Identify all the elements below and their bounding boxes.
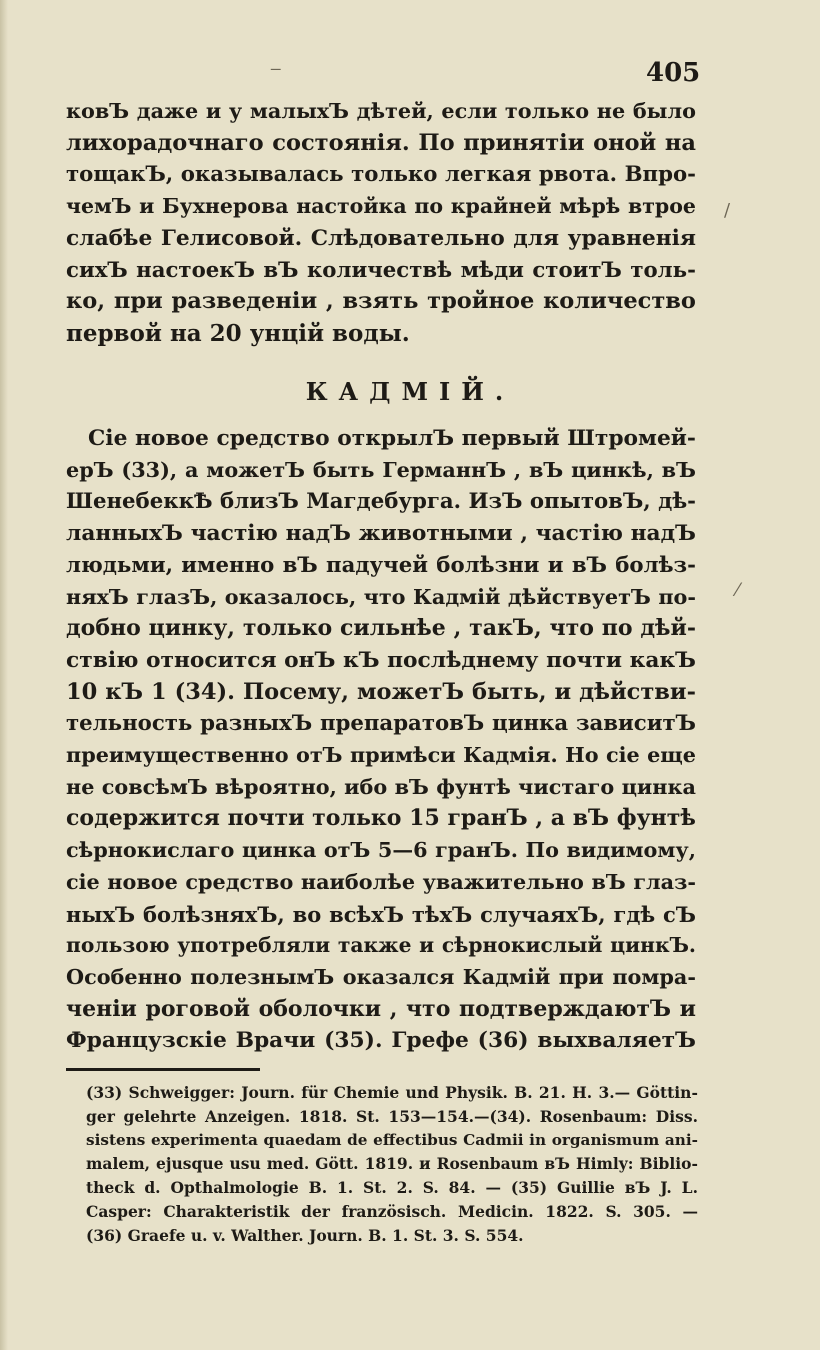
text-line: ко, при разведеніи , взять тройное количество — [66, 288, 696, 315]
margin-mark: ‒ — [270, 58, 282, 79]
text-line: чемЪ и Бухнерова настойка по крайней мѣрѣ втрое — [66, 194, 696, 219]
section-paragraph — [66, 423, 696, 1057]
footnote-rule — [66, 1068, 260, 1071]
text-line: ерЪ (33), а можетЪ быть ГерманнЪ , вЪ цинкѣ, вЪ — [66, 457, 696, 482]
text-line: добно цинку, только сильнѣе , такЪ, что по дѣй- — [66, 615, 696, 642]
text-line: сіе новое средство наиболѣе уважительно вЪ глаз- — [66, 869, 696, 894]
footnote-line: sistens experimenta quaedam de effectibus Cadmii in organismum ani- — [86, 1130, 698, 1149]
footnote-line: (36) Graefe u. v. Walther. Journ. B. 1. St. 3. S. 554. — [86, 1225, 524, 1245]
text-line: 10 кЪ 1 (34). Посему, можетЪ быть, и дѣйстви- — [66, 678, 696, 705]
text-line: ланныхЪ частію надЪ животными , частію надЪ — [66, 521, 696, 547]
footnote-line: Casper: Charakteristik der französisch. Medicin. 1822. S. 305. — — [86, 1201, 698, 1221]
margin-mark: / — [724, 200, 731, 221]
text-line: ныхЪ болѣзняхЪ, во всѣхЪ тѣхЪ случаяхЪ, гдѣ сЪ — [66, 901, 696, 927]
text-line: не совсѣмЪ вѣроятно, ибо вЪ фунтѣ чистаго цинка — [66, 774, 696, 799]
text-line: тельность разныхЪ препаратовЪ цинка зависитЪ — [66, 711, 696, 737]
text-line: ковЪ даже и у малыхЪ дѣтей, если только не было — [66, 99, 696, 123]
margin-mark: ⁄ — [736, 580, 740, 601]
text-line: тощакЪ, оказывалась только легкая рвота. Впро- — [66, 162, 696, 188]
text-line: сихЪ настоекЪ вЪ количествѣ мѣди стоитЪ толь- — [66, 257, 696, 283]
footnote-line: malem, ejusque usu med. Gött. 1819. и Rosenbaum вЪ Himly: Biblio- — [86, 1154, 698, 1174]
text-line: Особенно полезнымЪ оказался Кадмій при помра- — [66, 964, 696, 989]
text-line: Сіе новое средство открылЪ первый Штромей- — [88, 426, 696, 451]
text-line: сѣрнокислаго цинка отЪ 5—6 гранЪ. По видимому, — [66, 838, 696, 863]
intro-paragraph — [66, 96, 696, 350]
text-line: Французскіе Врачи (35). Грефе (36) выхваляетЪ — [66, 1028, 696, 1054]
footnote-line: theck d. Opthalmologie B. 1. St. 2. S. 84. — (35) Guillie вЪ J. L. — [86, 1178, 698, 1198]
text-line: первой на 20 унцій воды. — [66, 319, 410, 347]
footnotes — [86, 1081, 698, 1248]
text-line: пользою употребляли также и сѣрнокислый цинкЪ. — [66, 933, 696, 958]
text-line: содержится почти только 15 гранЪ , а вЪ фунтѣ — [66, 805, 696, 832]
footnote-line: ger gelehrte Anzeigen. 1818. St. 153—154.—(34). Rosenbaum: Diss. — [86, 1106, 698, 1126]
section-heading: КАДМІЙ. — [305, 377, 515, 406]
text-line: преимущественно отЪ примѣси Кадмія. Но сіе еще — [66, 743, 696, 768]
text-line: ченіи роговой оболочки , что подтверждаютЪ и — [66, 995, 696, 1022]
text-line: ствію относится онЪ кЪ послѣднему почти какЪ — [66, 647, 696, 673]
text-line: няхЪ глазЪ, оказалось, что Кадмій дѣйствуетЪ по- — [66, 584, 696, 609]
text-line: людьми, именно вЪ падучей болѣзни и вЪ болѣз- — [66, 552, 696, 578]
page-edge — [0, 0, 8, 1350]
text-line: слабѣе Гелисовой. Слѣдовательно для уравненія — [66, 225, 696, 251]
page-number: 405 — [646, 58, 701, 88]
text-line: лихорадочнаго состоянія. По принятіи оной на — [66, 129, 696, 156]
footnote-line: (33) Schweigger: Journ. für Chemie und Physik. B. 21. H. 3.— Göttin- — [86, 1083, 698, 1102]
text-line: ШенебеккѢ близЪ Магдебурга. ИзЪ опытовЪ, дѣ- — [66, 489, 696, 515]
